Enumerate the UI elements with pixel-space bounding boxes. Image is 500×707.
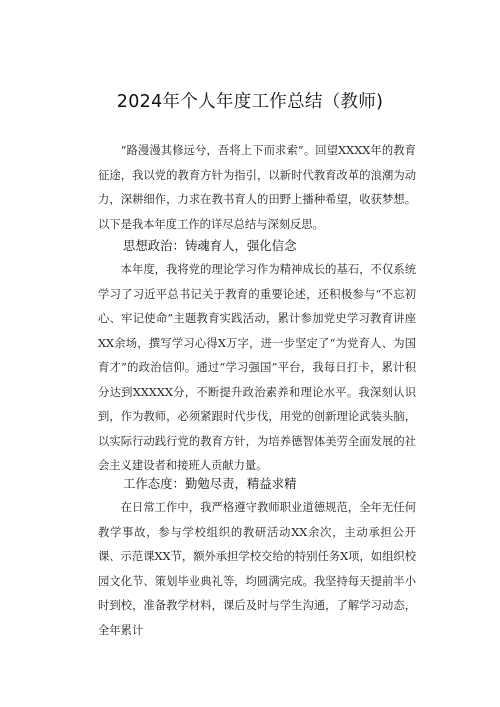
document-title: 2024年个人年度工作总结（教师) <box>116 92 384 112</box>
intro-paragraph: “路漫漫其修远兮，吾将上下而求索”。回望XXXX年的教育征途，我以党的教育方针为指引，以新时代教育改革的浪潮为动力，深耕细作，力求在教书育人的田野上播种希望，收获梦想。以下是我本年度工作的详尽总结与深刻反思。 <box>98 144 416 231</box>
section-heading-ideology: 思想政治：铸魂育人，强化信念 <box>123 238 297 253</box>
section-body-ideology: 本年度，我将党的理论学习作为精神成长的基石，不仅系统学习了习近平总书记关于教育的重要论述，还积极参与“不忘初心、牢记使命”主题教育实践活动，累计参加党史学习教育讲座XX余场，撰写学习心得X万字，进一步坚定了“为党育人、为国育才”的政治信仰。通过“学习强国”平台，我每日打卡，累计积分达到XXXXX分，不断提升政治素养和理论水平。我深刻认识到，作为教师，必须紧跟时代步伐，用党的创新理论武装头脑，以实际行动践行党的教育方针，为培养德智体美劳全面发展的社会主义建设者和接班人贡献力量。 <box>98 263 416 472</box>
section-heading-work-attitude: 工作态度：勤勉尽责，精益求精 <box>123 476 297 491</box>
section-body-work-attitude: 在日常工作中，我严格遵守教师职业道德规范，全年无任何教学事故，参与学校组织的教研活动XX余次，主动承担公开课、示范课XX节，额外承担学校交给的特别任务X项，如组织校园文化节、策划毕业典礼等，均圆满完成。我坚持每天提前半小时到校，准备教学材料，课后及时与学生沟通，了解学习动态，全年累计 <box>98 501 416 637</box>
